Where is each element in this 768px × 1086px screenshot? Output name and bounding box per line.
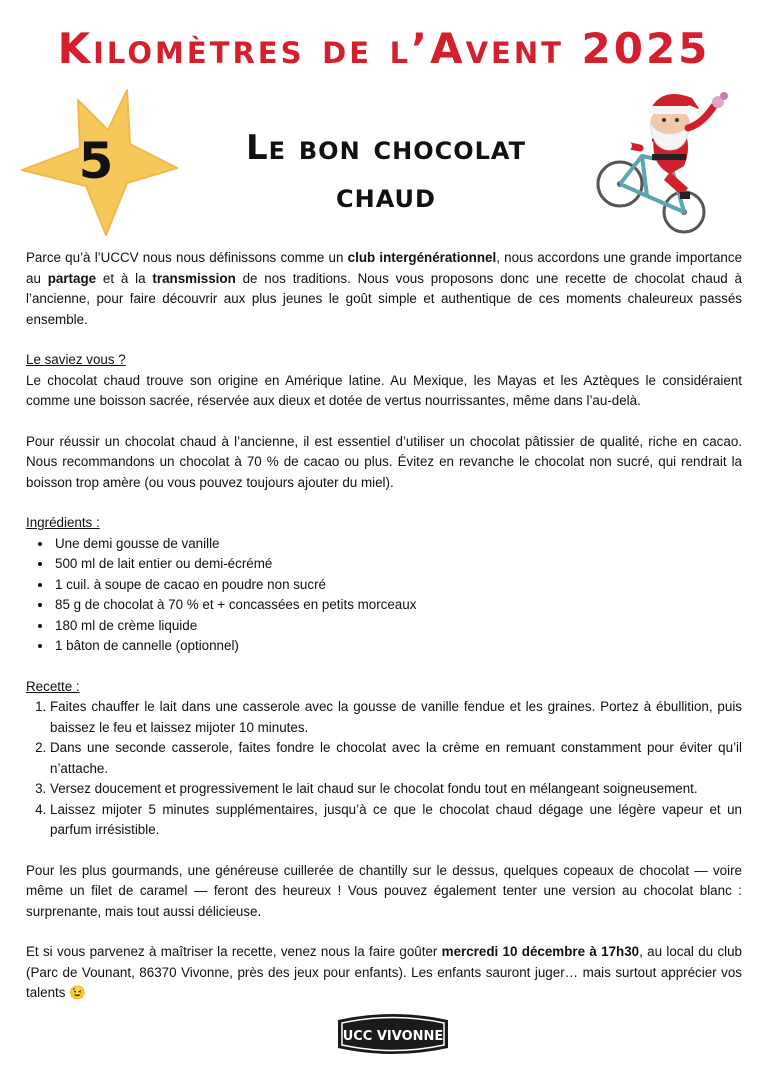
list-item: • Une demi gousse de vanille (53, 534, 742, 555)
santa-bike-illustration (592, 84, 752, 234)
list-item: • 180 ml de crème liquide (53, 616, 742, 637)
invitation-paragraph: Et si vous parvenez à maîtriser la recette, venez nous la faire goûter mercredi 10 décembre à 17h30, au local du club (Parc de Vounant, 86370 Vivonne, près des jeux pour enfants). Les enfants sauront juger… mais surtout apprécier vos talents 😉 (26, 944, 743, 1000)
recipe-step: 3. Versez doucement et progressivement le lait chaud sur le chocolat fondu tout en mélangeant soigneusement. (50, 779, 742, 800)
recipe-step: 4. Laissez mijoter 5 minutes supplémentaires, jusqu’à ce que le chocolat chaud dégage une légère vapeur et un parfum irrésistible. (50, 800, 742, 841)
subtitle (196, 124, 576, 220)
fact-heading: Le saviez vous ? (26, 352, 126, 367)
subtitle-line-1: Le bon chocolat (245, 128, 526, 168)
subtitle-line-2: chaud (336, 176, 436, 216)
recipe-steps (26, 697, 742, 841)
logo-text: UCC VIVONNE (342, 1029, 444, 1044)
ingredients-heading: Ingrédients : (26, 515, 100, 530)
advice-paragraph: Pour réussir un chocolat chaud à l’ancienne, il est essentiel d’utiliser un chocolat pâtissier de qualité, riche en cacao. Nous recommandons un chocolat à 70 % de cacao ou plus. Évitez en revanche le chocolat non sucré, qui rendrait la boisson trop amère (ou vous pouvez toujours ajouter du miel). (26, 433, 742, 490)
day-number: 5 (78, 132, 114, 190)
recipe-step: 1. Faites chauffer le lait dans une casserole avec la gousse de vanille fendue et les graines. Portez à ébullition, puis baissez le feu et laissez mijoter 10 minutes. (50, 697, 742, 738)
ucc-vivonne-logo (334, 1006, 452, 1062)
recipe-heading: Recette : (26, 678, 80, 694)
intro-paragraph: Parce qu’à l’UCCV nous nous définissons comme un club intergénérationnel, nous accordons une grande importance au partage et à la transmission de nos traditions. Nous vous proposons donc une recette de chocolat chaud à l’ancienne, pour faire découvrir aux plus jeunes le goût simple et authentique de ces moments chaleureux passés ensemble. (26, 250, 743, 327)
main-title: Kilomètres de l’Avent 2025 (57, 24, 711, 73)
recipe-step: 2. Dans une seconde casserole, faites fondre le chocolat avec la crème en remuant constamment pour éviter qu’il n’attache. (50, 738, 742, 779)
wink-emoji-icon: 😉 (69, 985, 86, 1000)
list-item: • 1 bâton de cannelle (optionnel) (53, 636, 742, 657)
gourmands-paragraph: Pour les plus gourmands, une généreuse cuillerée de chantilly sur le dessus, quelques copeaux de chocolat — voire même un filet de caramel — feront des heureux ! Vous pouvez également tenter une version au chocolat blanc : surprenante, mais tout aussi délicieuse. (26, 862, 742, 919)
list-item: • 1 cuil. à soupe de cacao en poudre non sucré (53, 575, 742, 596)
list-item: • 85 g de chocolat à 70 % et + concassées en petits morceaux (53, 595, 742, 616)
ingredients-list (26, 534, 742, 657)
fact-paragraph: Le chocolat chaud trouve son origine en Amérique latine. Au Mexique, les Mayas et les Aztèques le considéraient comme une boisson sacrée, réservée aux dieux et dotée de vertus nourrissantes, même dans l’au-delà. (26, 372, 742, 408)
article-body (26, 248, 742, 1004)
star-icon (18, 88, 178, 238)
list-item: • 500 ml de lait entier ou demi-écrémé (53, 554, 742, 575)
